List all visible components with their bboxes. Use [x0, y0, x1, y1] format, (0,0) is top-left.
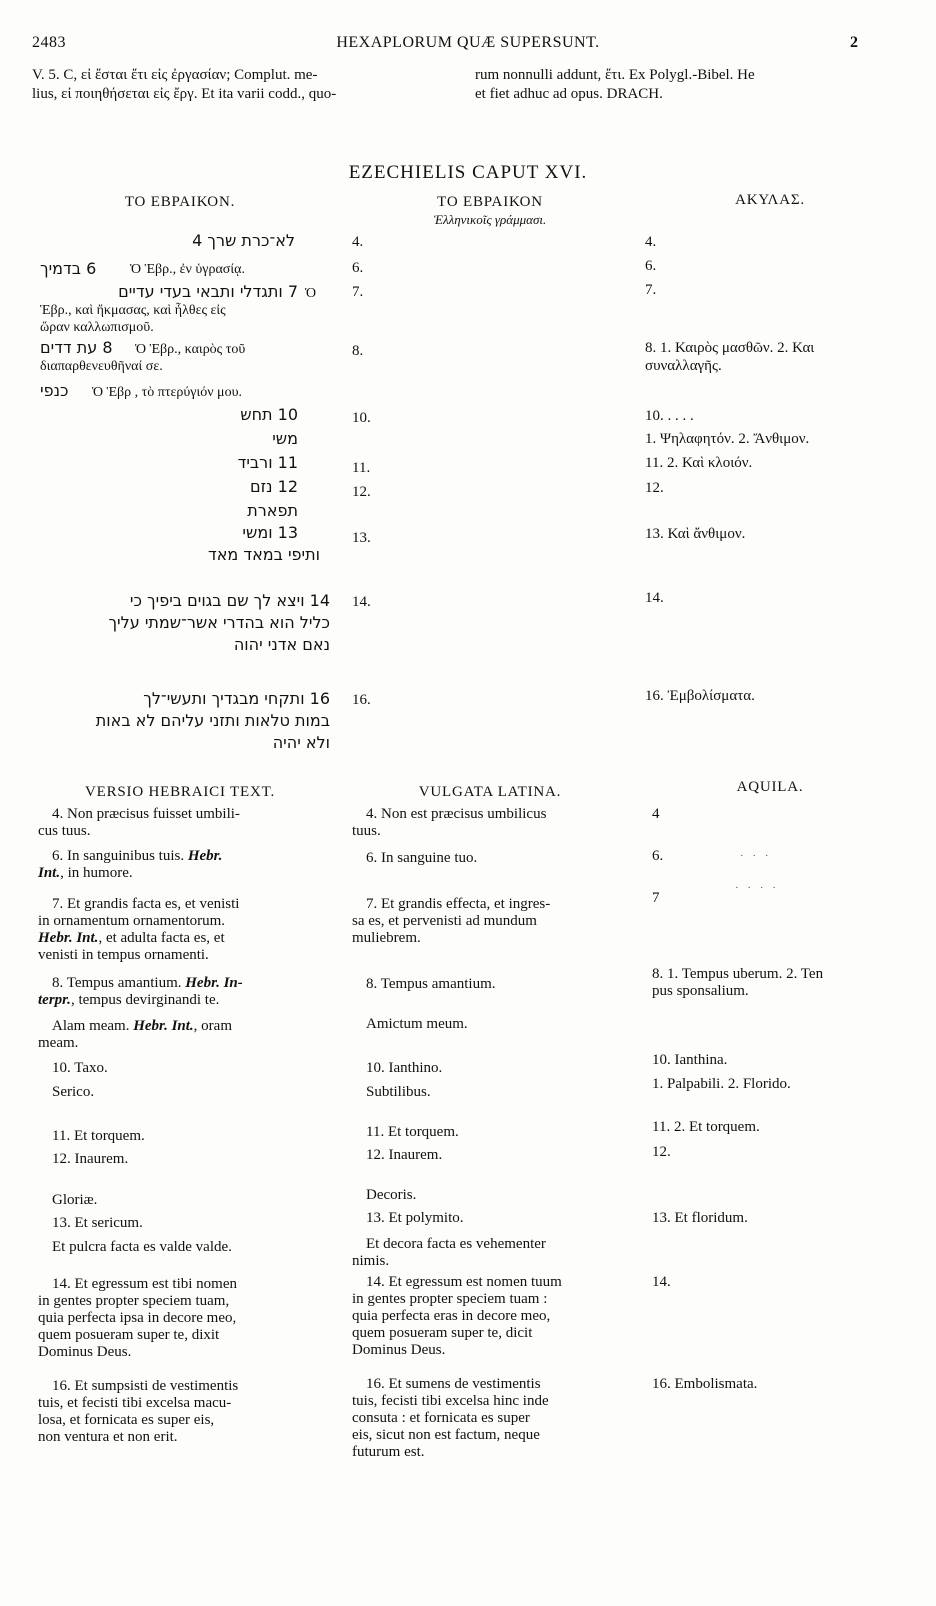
- faded-mark: · · · ·: [735, 882, 779, 894]
- heading-vulgata: VULGATA LATINA.: [418, 784, 562, 800]
- versio-verse-8b: Alam meam. Hebr. Int., oram meam.: [38, 1018, 232, 1051]
- vulgata-verse-8b: Amictum meum.: [366, 1016, 468, 1032]
- translit-num: 8.: [352, 343, 364, 359]
- aquila-latin-row: 11. 2. Et torquem.: [652, 1119, 760, 1135]
- versio-verse-12: 12. Inaurem.: [52, 1151, 129, 1167]
- versio-verse-10: 10. Taxo.: [52, 1060, 108, 1076]
- aquila-greek-row: 7.: [645, 282, 657, 298]
- translit-num: 11.: [352, 460, 371, 476]
- hebrew-verse-13: 13 ומשי: [242, 523, 298, 542]
- aquila-greek-row: 8. 1. Καιρὸς μασθῶν. 2. Και: [645, 340, 815, 356]
- vulgata-verse-12b: Decoris.: [366, 1187, 417, 1203]
- aquila-latin-row: 6.: [652, 848, 664, 864]
- aquila-latin-row: 4: [652, 806, 660, 822]
- aquila-greek-row: 4.: [645, 234, 657, 250]
- aquila-latin-row: 13. Et floridum.: [652, 1210, 748, 1226]
- translit-num: 6.: [352, 260, 364, 276]
- vulgata-verse-8: 8. Tempus amantium.: [366, 976, 496, 992]
- heading-hebrew: ΤΟ ΕΒΡΑΙΚΟΝ.: [124, 194, 236, 210]
- hebrew-verse-12b: תפארת: [247, 501, 298, 520]
- hebrew-note-8a: Ὁ Ἑβρ., καιρὸς τοῦ: [135, 342, 246, 357]
- aquila-greek-row: 1. Ψηλαφητόν. 2. Ἄνθιμον.: [645, 431, 810, 447]
- hebrew-note-6: Ὁ Ἑβρ., ἐν ὑγρασίᾳ.: [130, 262, 245, 277]
- aquila-greek-row: 6.: [645, 258, 657, 274]
- aquila-greek-row: 12.: [645, 480, 664, 496]
- faded-mark: · · ·: [740, 850, 772, 862]
- hebrew-verse-8b: כנפי: [40, 381, 69, 400]
- vulgata-verse-4: 4. Non est præcisus umbilicus tuus.: [352, 806, 547, 839]
- versio-verse-6: 6. In sanguinibus tuis. Hebr. Int., in humore.: [38, 848, 223, 881]
- hebrew-note-8c: Ὁ Ἑβρ , τὸ πτερύγιόν μου.: [92, 385, 242, 400]
- versio-verse-4: 4. Non præcisus fuisset umbili- cus tuus.: [38, 806, 240, 839]
- hebrew-verse-14: 14 ויצא לך שם בגוים ביפיך כי כליל הוא בהדרי אשר־שמתי עליך נאם אדני יהוה: [108, 591, 330, 654]
- vulgata-verse-16: 16. Et sumens de vestimentis tuis, fecisti tibi excelsa hinc inde consuta : et fornicata es super eis, sicut non est factum, neque futurum est.: [352, 1376, 549, 1460]
- aquila-latin-row: 16. Embolismata.: [652, 1376, 758, 1392]
- hebrew-verse-13b: ותיפי במאד מאד: [207, 545, 320, 564]
- vulgata-verse-13: 13. Et polymito.: [366, 1210, 464, 1226]
- aquila-latin-row: 10. Ianthina.: [652, 1052, 728, 1068]
- translit-num: 4.: [352, 234, 364, 250]
- vulgata-verse-10: 10. Ianthino.: [366, 1060, 443, 1076]
- versio-verse-7: 7. Et grandis facta es, et venisti in ornamentum ornamentorum. Hebr. Int., et adulta facta es, et venisti in tempus ornamenti.: [38, 896, 240, 963]
- versio-verse-8: 8. Tempus amantium. Hebr. In- terpr., tempus devirginandi te.: [38, 975, 243, 1008]
- aquila-latin-row: 8. 1. Tempus uberum. 2. Ten pus sponsalium.: [652, 966, 824, 999]
- hebrew-verse-6: 6 בדמיך: [40, 259, 97, 278]
- aquila-greek-row: 16. Ἐμβολίσματα.: [645, 688, 755, 704]
- versio-verse-13: 13. Et sericum.: [52, 1215, 143, 1231]
- aquila-latin-row: 7: [652, 890, 660, 906]
- chapter-title: EZECHIELIS CAPUT XVI.: [348, 162, 588, 183]
- aquila-latin-row: 14.: [652, 1274, 671, 1290]
- aquila-greek-row: 11. 2. Καὶ κλοιόν.: [645, 455, 753, 471]
- hebrew-verse-8: 8 עת דדים: [40, 338, 113, 357]
- aquila-greek-row: συναλλαγῆς.: [645, 358, 722, 374]
- translit-num: 16.: [352, 692, 371, 708]
- translit-num: 13.: [352, 530, 371, 546]
- hebrew-note-7-o: Ὁ: [305, 286, 317, 301]
- heading-translit: ΤΟ ΕΒΡΑΙΚΟΝ: [437, 194, 543, 210]
- versio-verse-16: 16. Et sumpsisti de vestimentis tuis, et fecisti tibi excelsa macu- losa, et fornicata es super eis, non ventura et non erit.: [38, 1378, 239, 1445]
- versio-verse-14: 14. Et egressum est tibi nomen in gentes propter speciem tuam, quia perfecta ipsa in decore meo, quem posueram super te, dixit Dominus Deus.: [38, 1276, 237, 1360]
- hebrew-verse-12: 12 נזם: [249, 477, 298, 496]
- versio-verse-12b: Gloriæ.: [52, 1192, 98, 1208]
- page-number-left: 2483: [32, 34, 66, 51]
- translit-num: 10.: [352, 410, 371, 426]
- aquila-greek-row: 14.: [645, 590, 664, 606]
- hebrew-verse-7: 7 ותגדלי ותבאי בעדי עדיים: [118, 282, 298, 301]
- vulgata-verse-6: 6. In sanguine tuo.: [366, 850, 478, 866]
- heading-versio: VERSIO HEBRAICI TEXT.: [85, 784, 275, 800]
- hebrew-verse-11: 11 ורביד: [237, 453, 298, 472]
- vulgata-verse-13b: Et decora facta es vehementer nimis.: [352, 1236, 546, 1269]
- vulgata-verse-14: 14. Et egressum est nomen tuum in gentes propter speciem tuam : quia perfecta eras in decore meo, quem posueram super te, dicit Dominus Deus.: [352, 1274, 562, 1358]
- vulgata-verse-10b: Subtilibus.: [366, 1084, 431, 1100]
- translit-num: 14.: [352, 594, 371, 610]
- heading-aquila-latin: AQUILA.: [736, 779, 804, 795]
- versio-verse-13b: Et pulcra facta es valde valde.: [52, 1239, 232, 1255]
- footnote-left: V. 5. C, εἰ ἔσται ἔτι εἰς ἐργασίαν; Complut. me- lius, εἰ ποιηθήσεται εἰς ἔργ. Et ita varii codd., quo-: [32, 67, 337, 102]
- aquila-greek-row: 13. Καὶ ἄνθιμον.: [645, 526, 746, 542]
- hebrew-verse-4: לא־כרת שרך 4: [192, 231, 295, 250]
- translit-num: 7.: [352, 284, 364, 300]
- heading-translit-sub: Ἑλληνικοῖς γράμμασι.: [433, 212, 547, 227]
- aquila-greek-row: 10. . . . .: [645, 408, 694, 424]
- hebrew-note-7: Ἑβρ., καὶ ἤκμασας, καὶ ἦλθες εἰς ὥραν καλλωπισμοῦ.: [40, 303, 226, 335]
- versio-verse-11: 11. Et torquem.: [52, 1128, 145, 1144]
- hebrew-verse-10b: משי: [272, 429, 298, 448]
- page-number-right: 2: [850, 34, 859, 51]
- vulgata-verse-11: 11. Et torquem.: [366, 1124, 459, 1140]
- hebrew-verse-10: 10 תחש: [240, 405, 298, 424]
- versio-verse-10b: Serico.: [52, 1084, 95, 1100]
- hebrew-note-8b: διαπαρθενευθῆναί σε.: [40, 359, 163, 374]
- heading-aquila-greek: ΑΚΥΛΑΣ.: [735, 192, 805, 208]
- footnote-right: rum nonnulli addunt, ἔτι. Ex Polygl.-Bibel. He et fiet adhuc ad opus. DRACH.: [475, 67, 755, 102]
- vulgata-verse-7: 7. Et grandis effecta, et ingres- sa es, et pervenisti ad mundum muliebrem.: [352, 896, 551, 946]
- aquila-latin-row: 1. Palpabili. 2. Florido.: [652, 1076, 791, 1092]
- translit-num: 12.: [352, 484, 371, 500]
- vulgata-verse-12: 12. Inaurem.: [366, 1147, 443, 1163]
- hebrew-verse-16: 16 ותקחי מבגדיך ותעשי־לך במות טלאות ותזני עליהם לא באות ולא יהיה: [95, 689, 330, 752]
- aquila-latin-row: 12.: [652, 1144, 671, 1160]
- running-title: HEXAPLORUM QUÆ SUPERSUNT.: [336, 34, 600, 51]
